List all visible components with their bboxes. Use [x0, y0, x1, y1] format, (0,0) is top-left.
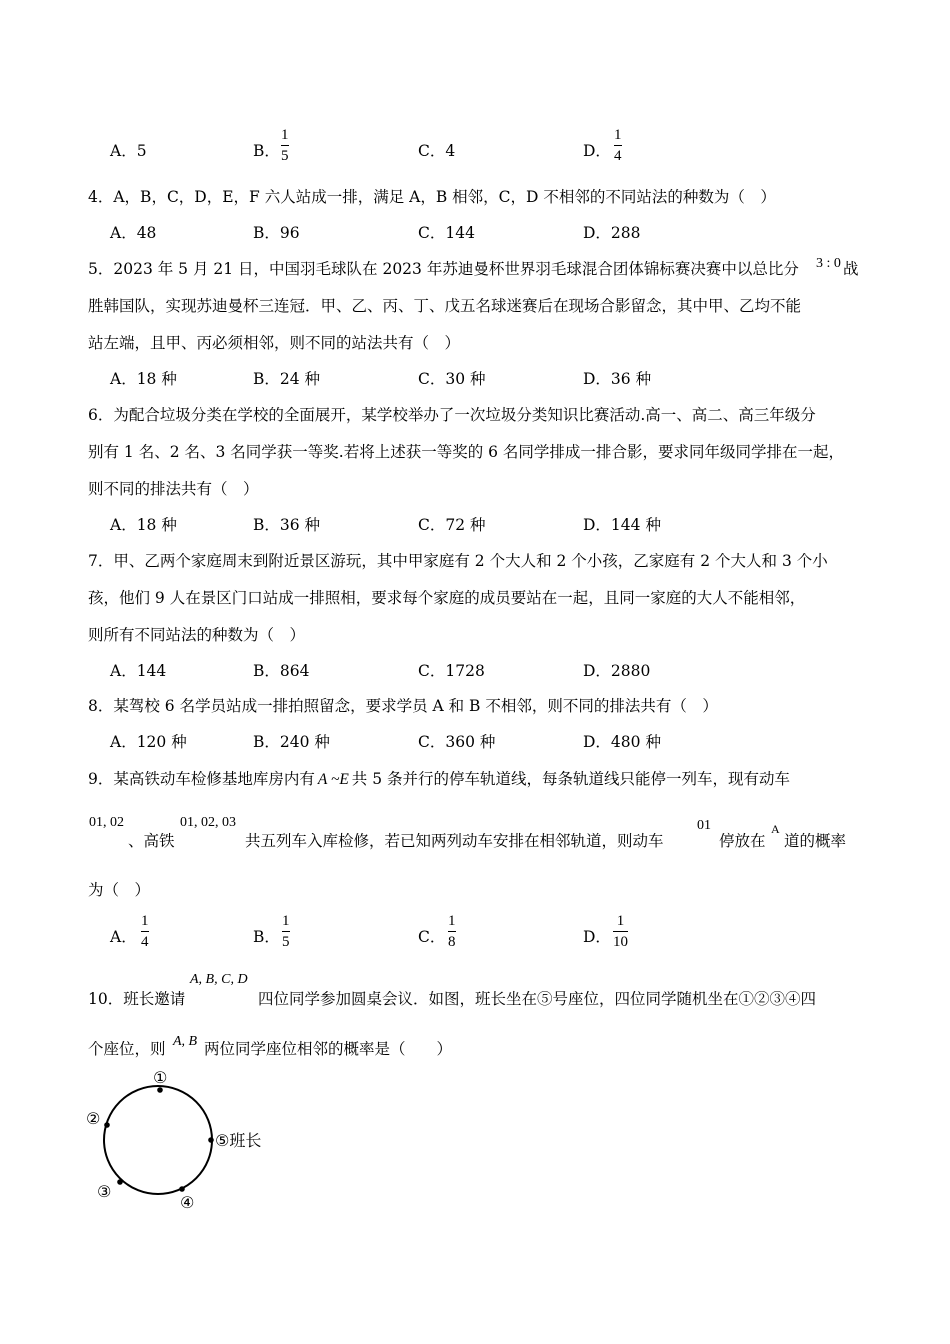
q3-option-b-fraction: 1 5: [281, 127, 289, 164]
seat-dot-5: [208, 1137, 214, 1143]
q9-line2-c: 停放在: [719, 832, 766, 850]
q6-stem-line3: 则不同的排法共有（ ）: [88, 480, 259, 498]
q9-option-b-fraction: 1 5: [282, 913, 290, 950]
q3-option-d: D．: [583, 142, 611, 160]
q9-sep: 、高铁: [128, 832, 175, 850]
seat-dot-1: [157, 1087, 163, 1093]
q9-stem-line2: 共五列车入库检修，若已知两列动车安排在相邻轨道，则动车: [245, 832, 664, 850]
q4-option-d: D．288: [583, 224, 641, 242]
q5-option-a: A．18 种: [110, 370, 177, 388]
q9-option-b: B．: [253, 928, 280, 946]
q8-stem: 8．某驾校 6 名学员站成一排拍照留念，要求学员 A 和 B 不相邻，则不同的排法共有（ ）: [88, 697, 718, 715]
seat-label-5: ⑤班长: [215, 1131, 262, 1150]
q5-stem-line3: 站左端，且甲、丙必须相邻，则不同的站法共有（ ）: [88, 334, 461, 352]
q10-stem-line1-a: 10．班长邀请: [88, 990, 186, 1008]
q8-option-b: B．240 种: [253, 733, 330, 751]
q5-line1-end: 战: [843, 260, 859, 278]
q3-option-c: C．4: [418, 142, 456, 160]
q6-option-d: D．144 种: [583, 516, 661, 534]
q8-option-d: D．480 种: [583, 733, 661, 751]
q5-stem-line1: 5．2023 年 5 月 21 日，中国羽毛球队在 2023 年苏迪曼杯世界羽毛球混合团体锦标赛决赛中以总比分: [88, 260, 799, 278]
q9-option-a: A．: [110, 928, 137, 946]
q4-option-c: C．144: [418, 224, 475, 242]
q9-car3: 01: [697, 818, 711, 833]
q9-stem-line3: 为（ ）: [88, 881, 151, 899]
q8-option-c: C．360 种: [418, 733, 496, 751]
seat-dot-2: [104, 1122, 110, 1128]
table-circle: [104, 1086, 212, 1194]
q5-option-b: B．24 种: [253, 370, 321, 388]
seat-dot-3: [117, 1179, 123, 1185]
q9-option-d-fraction: 1 10: [613, 913, 628, 950]
seat-label-3: ③: [97, 1182, 112, 1201]
q3-option-d-fraction: 1 4: [614, 127, 622, 164]
q7-stem-line3: 则所有不同站法的种数为（ ）: [88, 626, 306, 644]
q10-pair: A, B: [173, 1034, 198, 1049]
q10-stem-line1-b: 四位同学参加圆桌会议．如图，班长坐在⑤号座位，四位同学随机坐在①②③④四: [258, 990, 817, 1008]
q7-option-a: A．144: [110, 662, 167, 680]
q6-option-c: C．72 种: [418, 516, 486, 534]
q6-stem-line2: 别有 1 名、2 名、3 名同学获一等奖.若将上述获一等奖的 6 名同学排成一排合影，要求同年级同学排在一起，: [88, 443, 844, 461]
q7-stem-line1: 7．甲、乙两个家庭周末到附近景区游玩，其中甲家庭有 2 个大人和 2 个小孩，乙家庭有 2 个大人和 3 个小: [88, 552, 828, 570]
q10-people: A, B, C, D: [190, 972, 248, 987]
q7-stem-line2: 孩，他们 9 人在景区门口站成一排照相，要求每个家庭的成员要站在一起，且同一家庭的大人不能相邻，: [88, 589, 806, 607]
q9-stem-line1: 9．某高铁动车检修基地库房内有 A ~E 共 5 条并行的停车轨道线，每条轨道线只能停一列车，现有动车: [88, 770, 791, 788]
round-table-diagram: [80, 1065, 280, 1215]
seat-label-2: ②: [86, 1109, 101, 1128]
q9-option-c: C．: [418, 928, 446, 946]
seat-label-4: ④: [180, 1193, 195, 1212]
q9-line2-d: 道的概率: [784, 832, 847, 850]
q9-car2: 01, 02, 03: [180, 815, 236, 830]
seat-label-1: ①: [153, 1068, 168, 1087]
q8-option-a: A．120 种: [110, 733, 187, 751]
q3-option-b: B．: [253, 142, 280, 160]
q6-option-b: B．36 种: [253, 516, 321, 534]
q7-option-b: B．864: [253, 662, 310, 680]
seat-dot-4: [179, 1186, 185, 1192]
q9-car1: 01, 02: [89, 815, 124, 830]
q4-option-a: A．48: [110, 224, 157, 242]
q9-option-c-fraction: 1 8: [448, 913, 456, 950]
q9-option-d: D．: [583, 928, 611, 946]
q10-stem-line2-a: 个座位，则: [88, 1040, 166, 1058]
q7-option-c: C．1728: [418, 662, 485, 680]
q4-stem: 4．A，B，C，D，E，F 六人站成一排，满足 A，B 相邻，C，D 不相邻的不同站法的种数为（ ）: [88, 188, 776, 206]
q3-option-a: A．5: [110, 142, 147, 160]
q9-range: A ~E: [317, 771, 349, 788]
q9-option-a-fraction: 1 4: [141, 913, 149, 950]
q4-option-b: B．96: [253, 224, 300, 242]
q6-stem-line1: 6．为配合垃圾分类在学校的全面展开，某学校举办了一次垃圾分类知识比赛活动.高一、高二、高三年级分: [88, 406, 816, 424]
q10-stem-line2-b: 两位同学座位相邻的概率是（ ）: [204, 1040, 453, 1058]
q7-option-d: D．2880: [583, 662, 651, 680]
q6-option-a: A．18 种: [110, 516, 177, 534]
q5-stem-line2: 胜韩国队，实现苏迪曼杯三连冠．甲、乙、丙、丁、戊五名球迷赛后在现场合影留念，其中甲、乙均不能: [88, 297, 802, 315]
q9-track-a: A: [771, 822, 780, 836]
q5-option-c: C．30 种: [418, 370, 486, 388]
q5-option-d: D．36 种: [583, 370, 652, 388]
q5-score: 3 : 0: [816, 256, 841, 271]
